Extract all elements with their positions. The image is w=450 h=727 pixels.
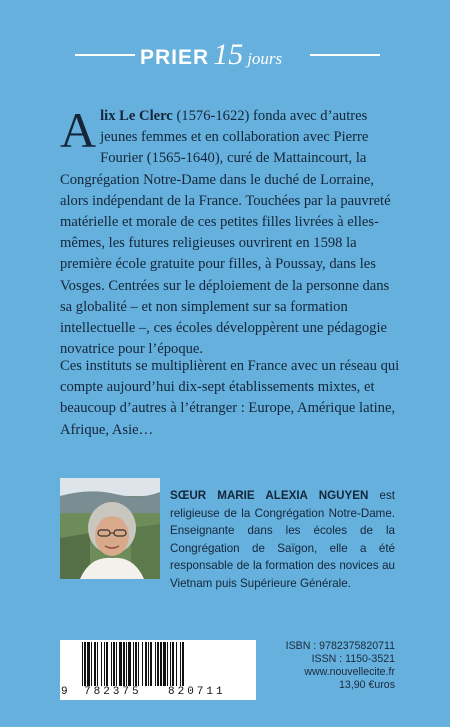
barcode-bar — [119, 642, 122, 686]
barcode-bar — [97, 642, 98, 686]
barcode-bar — [116, 642, 117, 686]
barcode-bar — [170, 642, 171, 686]
barcode-bar — [113, 642, 115, 686]
isbn: ISBN : 9782375820711 — [285, 640, 395, 652]
barcode-bar — [126, 642, 127, 686]
price: 13,90 €uros — [339, 679, 395, 691]
second-paragraph: Ces instituts se multiplièrent en France avec un réseau qui compte aujourd’hui dix-sept établissements mixtes, et beaucoup d’autres à l’étranger : Europe, Amérique latine, Afrique, Asie… — [60, 358, 400, 438]
barcode-bar — [172, 642, 174, 686]
barcode-bar — [123, 642, 125, 686]
author-name: SŒUR MARIE ALEXIA NGUYEN — [170, 489, 369, 502]
barcode-bar — [150, 642, 152, 686]
barcode-bar — [167, 642, 168, 686]
barcode-bar — [101, 642, 102, 686]
barcode-bar — [104, 642, 105, 686]
barcode-bar — [180, 642, 181, 686]
barcode-bar — [157, 642, 159, 686]
barcode-bar — [163, 642, 166, 686]
author-bio — [170, 487, 395, 593]
barcode-bar — [138, 642, 139, 686]
header-rule-right — [310, 54, 380, 56]
series-prier: PRIER — [140, 46, 210, 69]
barcode-bar — [84, 642, 86, 686]
series-number: 15 — [213, 38, 244, 71]
barcode-bar — [155, 642, 156, 686]
series-header — [0, 0, 450, 100]
barcode-bar — [145, 642, 147, 686]
barcode-bar — [82, 642, 83, 686]
series-title — [140, 38, 282, 72]
barcode-bar — [182, 642, 184, 686]
barcode-bars — [68, 642, 248, 686]
author-photo — [60, 478, 160, 579]
barcode-bar — [135, 642, 137, 686]
barcode-bar — [91, 642, 92, 686]
intro-paragraph — [60, 102, 400, 360]
barcode-group-1: 782375 — [84, 686, 142, 698]
header-rule-left — [75, 54, 135, 56]
drop-cap: A — [60, 102, 97, 158]
barcode-first-digit: 9 — [61, 686, 68, 698]
intro-lead: lix Le Clerc — [100, 108, 173, 124]
barcode-bar — [106, 642, 108, 686]
barcode-bar — [111, 642, 112, 686]
barcode-bar — [160, 642, 162, 686]
barcode-bar — [87, 642, 90, 686]
barcode-group-2: 820711 — [168, 686, 226, 698]
issn: ISSN : 1150-3521 — [311, 653, 395, 665]
publication-info — [270, 640, 395, 692]
barcode-bar — [142, 642, 143, 686]
barcode-bar — [176, 642, 177, 686]
barcode-bar — [94, 642, 96, 686]
website: www.nouvellecite.fr — [304, 666, 395, 678]
intro-text: (1576-1622) fonda avec d’autres jeunes femmes et en collaboration avec Pierre Fourier (1565-1640), curé de Mattaincourt, la Congrégation Notre-Dame dans le duché de Lorraine, alors indépendant de la France. Touchées par la pauvreté matérielle et morale de ces petites filles livrées à elles-mêmes, les futures religieuses ouvrirent en 1598 la première école gratuite pour filles, à Poussay, dans les Vosges. Centrées sur le déploiement de la personne dans sa globalité – et non simplement sur sa formation intellectuelle –, ces écoles développèrent une pédagogie novatrice pour l’époque. — [60, 108, 391, 358]
series-jours: jours — [247, 49, 283, 68]
barcode-bar — [148, 642, 149, 686]
author-bio-text: est religieuse de la Congrégation Notre-Dame. Enseignante dans les écoles de la Congrégation de Saïgon, elle a été responsable de la formation des novices au Vietnam puis Supérieure Générale. — [170, 489, 395, 590]
barcode-bar — [133, 642, 134, 686]
barcode-bar — [128, 642, 131, 686]
barcode — [60, 640, 256, 700]
